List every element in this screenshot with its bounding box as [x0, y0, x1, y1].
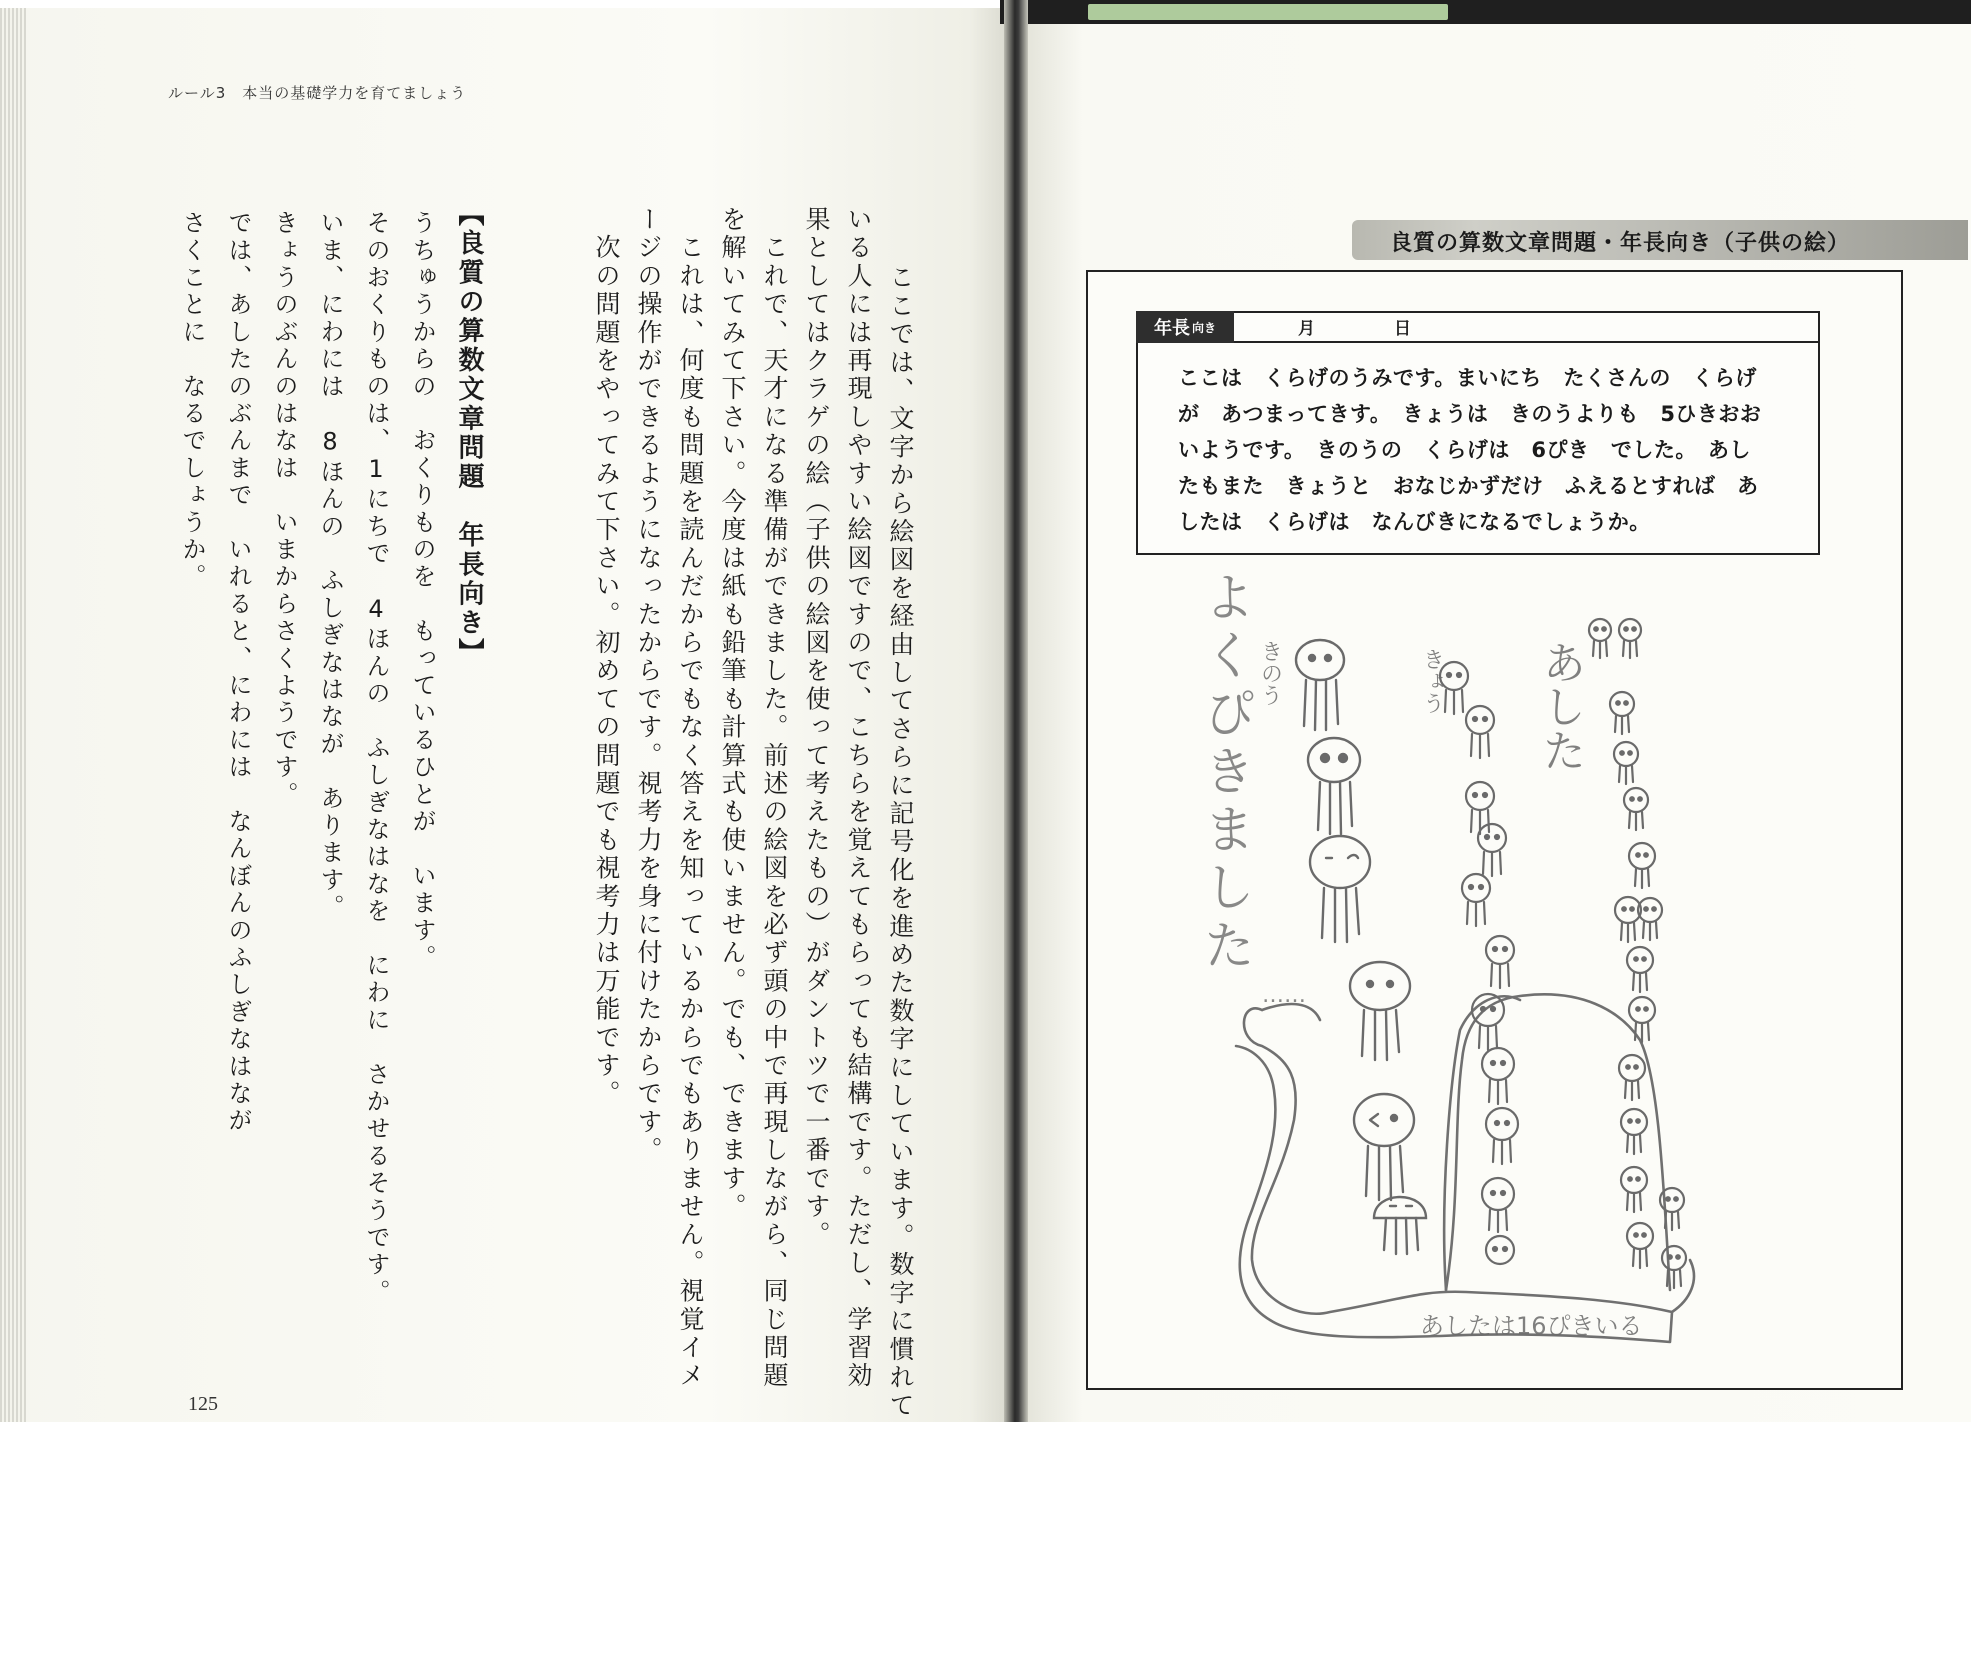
worksheet-problem-line: たもまた きょうと おなじかずだけ ふえるとすれば あ: [1178, 474, 1759, 498]
top-band-green: [1088, 4, 1448, 20]
problem-line: きょうのぶんのはなは いまからさくようです。: [270, 210, 298, 809]
jellyfish-icon: [1310, 836, 1370, 942]
child-drawing: [1100, 560, 1890, 1360]
jellyfish-icon: [1621, 1109, 1647, 1154]
worksheet-problem-line: いようです。 きのうの くらげは 6ぴき でした。 あし: [1178, 438, 1751, 462]
problem-line: うちゅうからの おくりものを もっているひとが います。: [408, 210, 436, 972]
jellyfish-icon: [1478, 824, 1506, 876]
body-column: ージの操作ができるようになったからです。視考力を身に付けたからです。: [634, 206, 663, 1165]
problem-line: では、あしたのぶんまで いれると、にわには なんぼんのふしぎなはなが: [224, 210, 252, 1135]
jellyfish-icon: [1624, 788, 1648, 830]
handwritten-label-yoku: よくぴきました: [1194, 570, 1254, 976]
handwritten-label-kyou: きょう: [1419, 648, 1445, 714]
jellyfish-icon: [1482, 1048, 1514, 1104]
age-tab-sub: 向き: [1191, 320, 1216, 335]
jellyfish-icon: [1610, 692, 1634, 734]
jellyfish-icon: [1621, 1167, 1647, 1212]
problem-line: さくことに なるでしょうか。: [178, 210, 206, 591]
handwritten-label-kinou: きのう: [1257, 640, 1283, 706]
jellyfish-icon: [1629, 843, 1655, 888]
page-edges: [0, 8, 26, 1422]
date-rule: [1234, 341, 1820, 343]
problem-line: いま、にわには 8ほんの ふしぎなはなが あります。: [316, 210, 344, 922]
jellyfish-icon: [1615, 897, 1641, 942]
handwritten-answer: あしたは16ぴきいる: [1420, 1312, 1643, 1340]
page-number: 125: [188, 1393, 218, 1415]
jellyfish-icon: [1296, 640, 1344, 730]
section-title: 良質の算数文章問題・年長向き（子供の絵）: [1390, 231, 1851, 256]
jellyfish-icon: [1354, 1094, 1414, 1200]
jellyfish-icon: [1619, 1055, 1645, 1100]
jellyfish-icon: [1374, 1197, 1426, 1254]
jellyfish-icon: [1308, 738, 1360, 834]
month-label: 月: [1298, 319, 1315, 339]
jellyfish-icon: [1589, 619, 1611, 658]
jellyfish-icon: [1486, 1236, 1514, 1264]
worksheet-problem-line: ここは くらげのうみです。まいにち たくさんの くらげ: [1178, 366, 1757, 390]
jellyfish-icon: [1627, 947, 1653, 992]
handwritten-label-ashita: あした: [1534, 640, 1586, 772]
jellyfish-icon: [1466, 706, 1494, 758]
jellyfish-icon: [1662, 1246, 1686, 1288]
jellyfish-icon: [1462, 874, 1490, 926]
jellyfish-icon: [1350, 962, 1410, 1060]
creature-tail: [1672, 1260, 1694, 1312]
worksheet-problem-line: が あつまってきす。 きょうは きのうよりも 5ひきおお: [1178, 402, 1762, 426]
age-tab: [1136, 311, 1234, 343]
body-column: を解いてみて下さい。今度は紙も鉛筆も計算式も使いません。でも、できます。: [718, 206, 747, 1222]
jellyfish-icon: [1627, 1223, 1653, 1268]
running-head: ルール3 本当の基礎学力を育てましょう: [168, 84, 467, 102]
body-column: ここでは、文字から絵図を経由してさらに記号化を進めた数字にしています。数字に慣れて: [886, 236, 915, 1421]
book-gutter: [1004, 0, 1028, 1422]
jellyfish-icon: [1629, 997, 1655, 1042]
age-tab-main: 年長: [1153, 318, 1190, 339]
creature-inner-line: [1444, 996, 1520, 1290]
day-label: 日: [1394, 319, 1411, 339]
body-column: 次の問題をやってみて下さい。初めての問題でも視考力は万能です。: [592, 206, 621, 1109]
body-column: これは、何度も問題を読んだからでもなく答えを知っているからでもありません。視覚イメ: [676, 206, 705, 1391]
problem-line: そのおくりものは、1にちで 4ほんの ふしぎなはなを にわに さかせるそうです。: [362, 210, 390, 1306]
problem-heading: 【良質の算数文章問題 年長向き】: [454, 200, 484, 668]
body-column: いる人には再現しやすい絵図ですので、こちらを覚えてもらっても結構です。ただし、学習効: [844, 206, 873, 1391]
body-column: これで、天才になる準備ができました。前述の絵図を必ず頭の中で再現しながら、同じ問題: [760, 206, 789, 1391]
jellyfish-icon: [1486, 1108, 1518, 1164]
jellyfish-icon: [1466, 782, 1494, 834]
jellyfish-icon: [1486, 936, 1514, 988]
handwritten-label-dots: ……: [1262, 983, 1306, 1008]
jellyfish-icon: [1482, 1178, 1514, 1232]
jellyfish-icon: [1638, 898, 1662, 940]
body-column: 果としてはクラゲの絵（子供の絵図を使って考えたもの）がダントツで一番です。: [802, 206, 831, 1250]
jellyfish-icon: [1614, 742, 1638, 784]
jellyfish-icon: [1619, 619, 1641, 658]
worksheet-problem-line: したは くらげは なんびきになるでしょうか。: [1178, 510, 1651, 534]
